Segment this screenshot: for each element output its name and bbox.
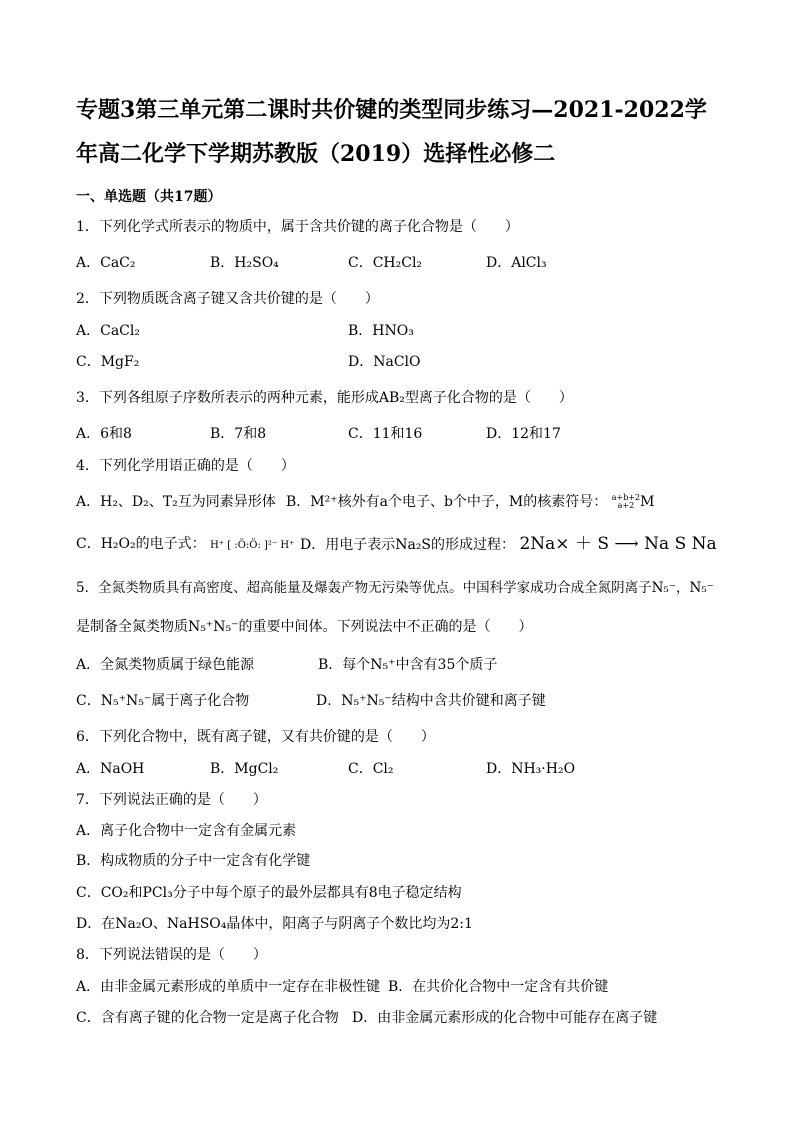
q8-option-d[interactable]: D．由非金属元素形成的化合物中可能存在离子键	[352, 1010, 658, 1026]
question-6-stem: 6．下列化合物中，既有离子键，又有共价键的是（ ）	[76, 729, 435, 745]
h2o2-electron-formula: H⁺ [ :Ö:Ö: ]²⁻ H⁺	[210, 540, 295, 551]
q3-option-d[interactable]: D．12和17	[486, 426, 561, 442]
q2-option-d[interactable]: D．NaClO	[348, 354, 421, 370]
q5-option-a[interactable]: A．全氮类物质属于绿色能源	[76, 657, 255, 673]
q4-option-d[interactable]	[300, 534, 717, 555]
q3-option-b[interactable]: B．7和8	[210, 426, 267, 442]
q4-option-b[interactable]	[286, 492, 654, 512]
q4-option-a[interactable]: A．H₂、D₂、T₂互为同素异形体	[76, 494, 276, 510]
na2s-formation-equation: 2Na× ＋ S ⟶ Na S Na	[519, 534, 717, 554]
q7-option-a[interactable]: A．离子化合物中一定含有金属元素	[76, 823, 297, 839]
q2-option-a[interactable]: A．CaCl₂	[76, 323, 140, 339]
q5-option-b[interactable]: B．每个N₅⁺中含有35个质子	[318, 657, 498, 673]
q6-option-a[interactable]: A．NaOH	[76, 761, 145, 777]
section-heading: 一、单选题（共17题）	[76, 189, 222, 205]
q6-option-d[interactable]: D．NH₃·H₂O	[486, 761, 576, 777]
question-5-stem-line-1: 5．全氮类物质具有高密度、超高能量及爆轰产物无污染等优点。中国科学家成功合成全氮阴离子N₅⁻，N₅⁻	[76, 580, 714, 596]
q4-option-b-text: B．M²⁺核外有a个电子、b个中子，M的核素符号：	[286, 494, 608, 510]
q5-option-c[interactable]: C．N₅⁺N₅⁻属于离子化合物	[76, 693, 250, 709]
q1-option-a[interactable]: A．CaC₂	[76, 255, 136, 271]
q1-option-b[interactable]: B．H₂SO₄	[210, 255, 279, 271]
q4-option-d-text: D．用电子表示Na₂S的形成过程：	[300, 537, 516, 553]
q1-option-d[interactable]: D．AlCl₃	[486, 255, 547, 271]
q8-option-a[interactable]: A．由非金属元素形成的单质中一定存在非极性键	[76, 979, 381, 995]
q4-option-c[interactable]	[76, 534, 294, 556]
q7-option-b[interactable]: B．构成物质的分子中一定含有化学键	[76, 853, 311, 869]
q2-option-c[interactable]: C．MgF₂	[76, 354, 140, 370]
question-1-stem: 1．下列化学式所表示的物质中，属于含共价键的离子化合物是（ ）	[76, 219, 519, 235]
question-3-stem: 3．下列各组原子序数所表示的两种元素，能形成AB₂型离子化合物的是（ ）	[76, 390, 573, 406]
q7-option-c[interactable]: C．CO₂和PCl₃分子中每个原子的最外层都具有8电子稳定结构	[76, 885, 462, 901]
question-8-stem: 8．下列说法错误的是（ ）	[76, 947, 267, 963]
question-7-stem: 7．下列说法正确的是（ ）	[76, 792, 267, 808]
q4-option-c-text: C．H₂O₂的电子式：	[76, 536, 206, 552]
q5-option-d[interactable]: D．N₅⁺N₅⁻结构中含共价键和离子键	[316, 693, 546, 709]
q7-option-d[interactable]: D．在Na₂O、NaHSO₄晶体中，阳离子与阴离子个数比均为2:1	[76, 916, 473, 932]
page-title: 专题3第三单元第二课时共价键的类型同步练习—2021-2022学年高二化学下学期苏教版（2019）选择性必修二	[76, 97, 707, 167]
nuclide-mass-number: a+b+2 a+2	[611, 493, 641, 510]
question-4-stem: 4．下列化学用语正确的是（ ）	[76, 458, 295, 474]
q2-option-b[interactable]: B．HNO₃	[348, 323, 414, 339]
q8-option-b[interactable]: B．在共价化合物中一定含有共价键	[388, 979, 609, 995]
q3-option-a[interactable]: A．6和8	[76, 426, 132, 442]
nuclide-symbol: M	[640, 494, 655, 510]
question-2-stem: 2．下列物质既含离子键又含共价键的是（ ）	[76, 291, 379, 307]
q6-option-b[interactable]: B．MgCl₂	[210, 761, 279, 777]
q8-option-c[interactable]: C．含有离子键的化合物一定是离子化合物	[76, 1010, 339, 1026]
q3-option-c[interactable]: C．11和16	[348, 426, 423, 442]
question-5-stem-line-2: 是制备全氮类物质N₅⁺N₅⁻的重要中间体。下列说法中不正确的是（ ）	[76, 619, 533, 635]
q1-option-c[interactable]: C．CH₂Cl₂	[348, 255, 423, 271]
q6-option-c[interactable]: C．Cl₂	[348, 761, 394, 777]
